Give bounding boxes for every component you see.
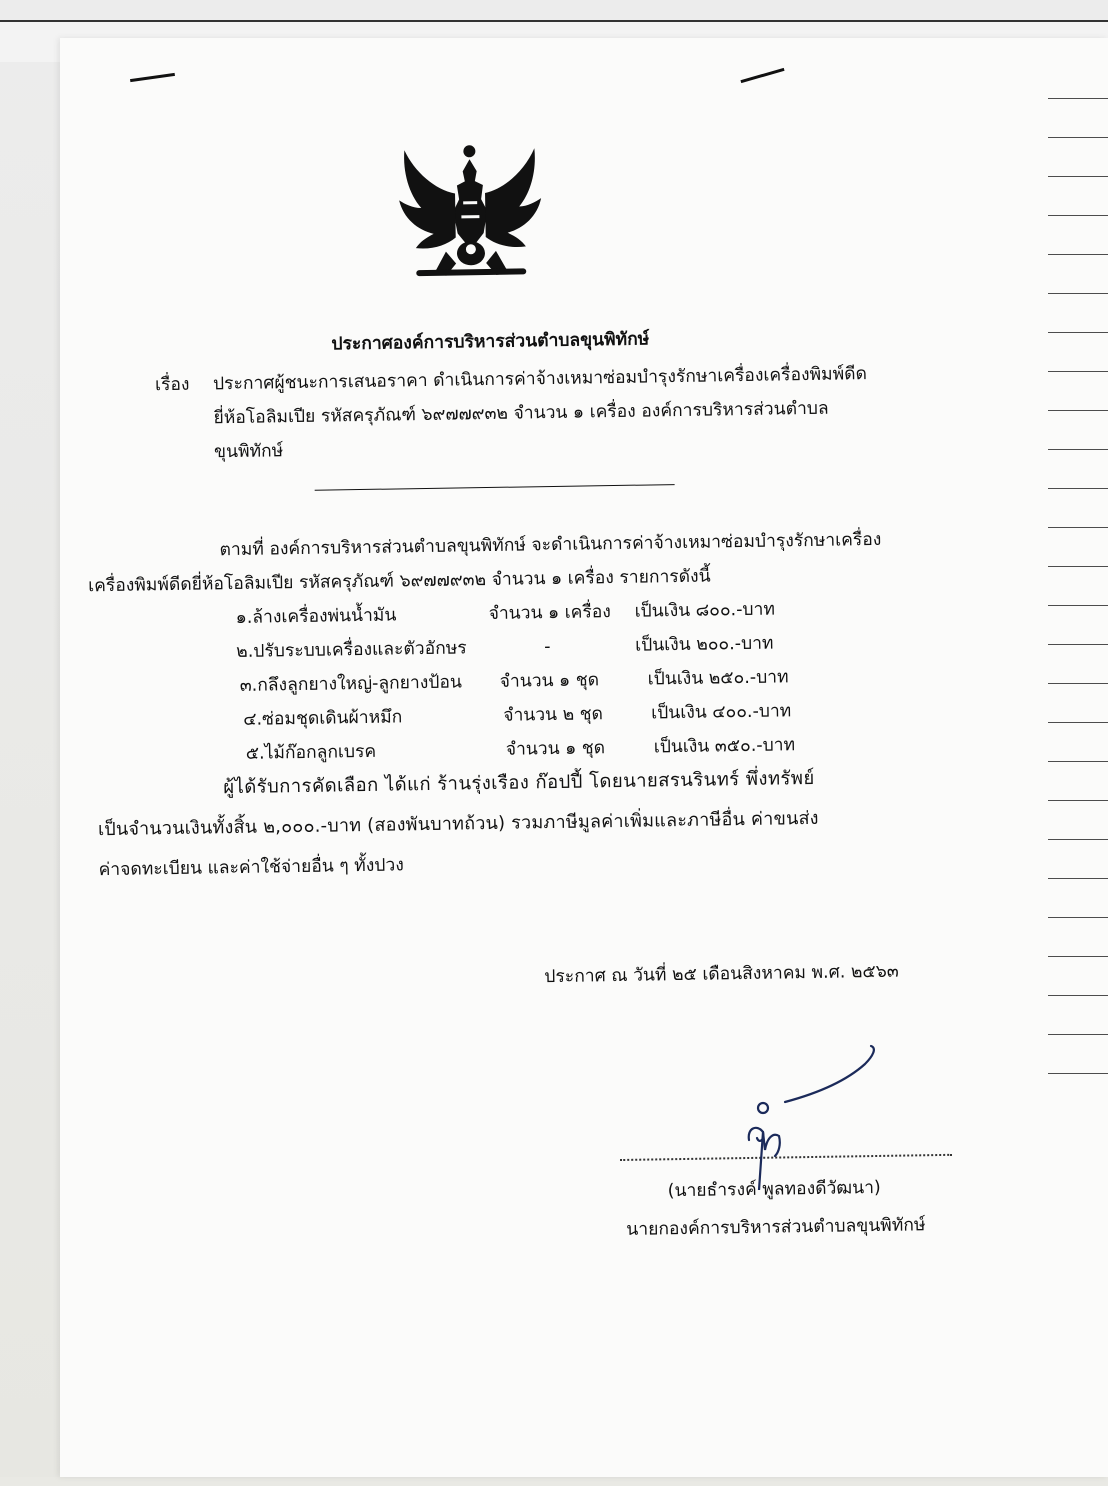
item-3-price: เป็นเงิน ๒๕๐.-บาท (647, 667, 789, 690)
winner-line-3: ค่าจดทะเบียน และค่าใช้จ่ายอื่น ๆ ทั้งปวง (98, 855, 404, 881)
handwritten-signature (735, 1040, 895, 1190)
item-4-price: เป็นเงิน ๔๐๐.-บาท (651, 701, 792, 724)
item-5-qty: จำนวน ๑ ชุด (505, 738, 606, 760)
title-divider (315, 484, 675, 491)
announce-date: ประกาศ ณ วันที่ ๒๕ เดือนสิงหาคม พ.ศ. ๒๕๖๓ (544, 961, 899, 988)
winner-line-2: เป็นจำนวนเงินทั้งสิ้น ๒,๐๐๐.-บาท (สองพันบาทถ้วน) รวมภาษีมูลค่าเพิ่มและภาษีอื่น ค่าขนส่ง (97, 807, 819, 841)
item-1-qty: จำนวน ๑ เครื่อง (488, 602, 612, 625)
signer-position: นายกองค์การบริหารส่วนตำบลขุนพิทักษ์ (626, 1215, 926, 1240)
item-3-qty: จำนวน ๑ ชุด (499, 670, 600, 692)
item-4-name: ๔.ซ่อมชุดเดินผ้าหมึก (243, 707, 403, 730)
item-5-price: เป็นเงิน ๓๕๐.-บาท (653, 735, 796, 758)
item-2-name: ๒.ปรับระบบเครื่องและตัวอักษร (236, 638, 467, 662)
winner-line-1: ผู้ได้รับการคัดเลือก ได้แก่ ร้านรุ่งเรือง ก๊อปปี้ โดยนายสรนรินทร์ พึ่งทรัพย์ (223, 767, 815, 799)
subject-line-2: ยี่ห้อโอลิมเปีย รหัสครุภัณฑ์ ๖๙๗๗๙๓๒ จำนวน ๑ เครื่อง องค์การบริหารส่วนตำบล (213, 398, 829, 429)
intro-line-2: เครื่องพิมพ์ดีดยี่ห้อโอลิมเปีย รหัสครุภัณฑ์ ๖๙๗๗๙๓๒ จำนวน ๑ เครื่อง รายการดังนี้ (87, 566, 711, 597)
item-5-name: ๕.ไม้ก๊อกลูกเบรค (245, 741, 377, 764)
item-4-qty: จำนวน ๒ ชุด (503, 704, 604, 726)
item-2-qty: - (544, 637, 551, 658)
item-1-price: เป็นเงิน ๘๐๐.-บาท (634, 599, 776, 622)
signer-name: (นายธำรงค์ พูลทองดีวัฒนา) (667, 1177, 881, 1202)
item-2-price: เป็นเงิน ๒๐๐.-บาท (635, 633, 774, 656)
document-title: ประกาศองค์การบริหารส่วนตำบลขุนพิทักษ์ (331, 329, 650, 355)
subject-line-1: ประกาศผู้ชนะการเสนอราคา ดำเนินการค่าจ้างเหมาซ่อมบำรุงรักษาเครื่องเครื่องพิมพ์ดีด (212, 364, 868, 395)
intro-line-1: ตามที่ องค์การบริหารส่วนตำบลขุนพิทักษ์ จะดำเนินการค่าจ้างเหมาซ่อมบำรุงรักษาเครื่อง (219, 529, 882, 561)
garuda-emblem-icon (384, 140, 556, 293)
item-3-name: ๓.กลึงลูกยางใหญ่-ลูกยางป้อน (239, 672, 463, 696)
subject-label: เรื่อง (154, 374, 190, 396)
subject-line-3: ขุนพิทักษ์ (213, 441, 284, 463)
item-1-name: ๑.ล้างเครื่องพ่นน้ำมัน (235, 605, 397, 628)
